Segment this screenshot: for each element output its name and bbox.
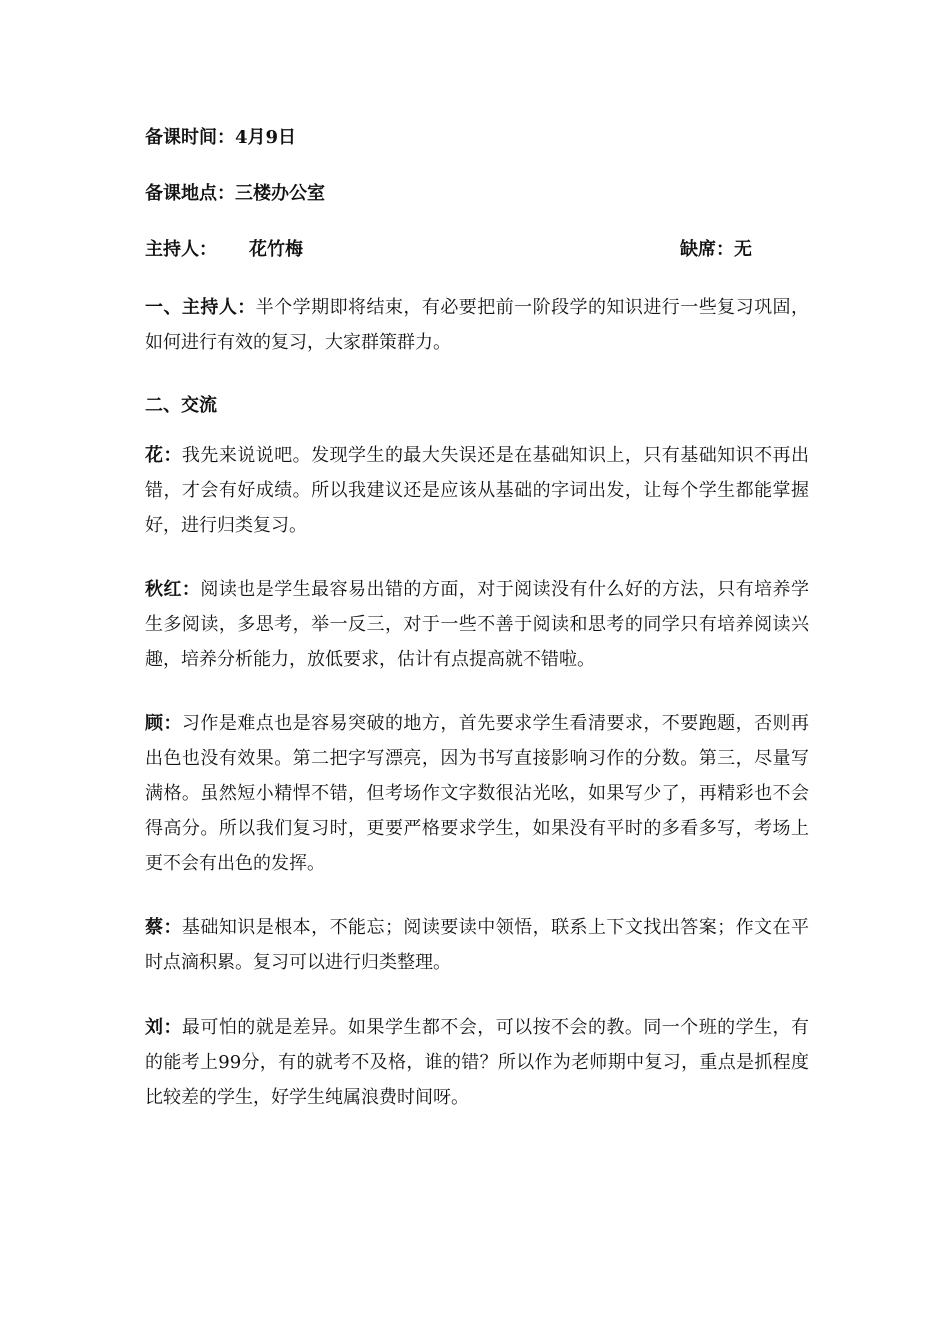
section-one-label: 一、主持人： (145, 297, 256, 318)
discussion-item-cai (145, 910, 809, 980)
speaker-name: 蔡： (145, 917, 182, 938)
section-two-heading (145, 394, 217, 418)
prep-place-value: 三楼办公室 (235, 183, 325, 204)
section-one-text: 半个学期即将结束，有必要把前一阶段学的知识进行一些复习巩固，如何进行有效的复习，大家群策群力。 (145, 297, 810, 353)
prep-time-value: 4月9日 (235, 127, 297, 148)
speaker-name: 顾： (145, 713, 182, 734)
host-label: 主持人： (145, 239, 217, 260)
prep-time-line (145, 126, 296, 150)
host-line (145, 238, 217, 262)
absent-label: 缺席： (680, 239, 734, 260)
discussion-item-qiuhong (145, 572, 809, 677)
prep-time-label: 备课时间： (145, 127, 235, 148)
discussion-item-hua (145, 438, 809, 543)
discussion-item-liu (145, 1010, 809, 1115)
section-one (145, 290, 809, 360)
prep-place-label: 备课地点： (145, 183, 235, 204)
speaker-text: 阅读也是学生最容易出错的方面，对于阅读没有什么好的方法，只有培养学生多阅读，多思考，举一反三，对于一些不善于阅读和思考的同学只有培养阅读兴趣，培养分析能力，放低要求，估计有点提高就不错啦。 (145, 579, 810, 670)
discussion-item-gu (145, 706, 809, 881)
prep-place-line (145, 182, 325, 206)
speaker-text: 基础知识是根本，不能忘；阅读要读中领悟，联系上下文找出答案；作文在平时点滴积累。复习可以进行归类整理。 (145, 917, 810, 973)
section-two-label: 二、交流 (145, 395, 217, 416)
speaker-text: 最可怕的就是差异。如果学生都不会，可以按不会的教。同一个班的学生，有的能考上99分，有的就考不及格，谁的错？所以作为老师期中复习，重点是抓程度比较差的学生，好学生纯属浪费时间呀。 (145, 1017, 810, 1108)
host-name: 花竹梅 (249, 239, 303, 260)
speaker-text: 我先来说说吧。发现学生的最大失误还是在基础知识上，只有基础知识不再出错，才会有好成绩。所以我建议还是应该从基础的字词出发，让每个学生都能掌握好，进行归类复习。 (145, 445, 810, 536)
absent-line (680, 238, 752, 262)
speaker-name: 刘： (145, 1017, 182, 1038)
speaker-name: 秋红： (145, 579, 201, 600)
speaker-name: 花： (145, 445, 182, 466)
speaker-text: 习作是难点也是容易突破的地方，首先要求学生看清要求，不要跑题，否则再出色也没有效果。第二把字写漂亮，因为书写直接影响习作的分数。第三，尽量写满格。虽然短小精悍不错，但考场作文字数很沾光吆，如果写少了，再精彩也不会得高分。所以我们复习时，更要严格要求学生，如果没有平时的多看多写，考场上更不会有出色的发挥。 (145, 713, 810, 874)
absent-value: 无 (734, 239, 752, 260)
